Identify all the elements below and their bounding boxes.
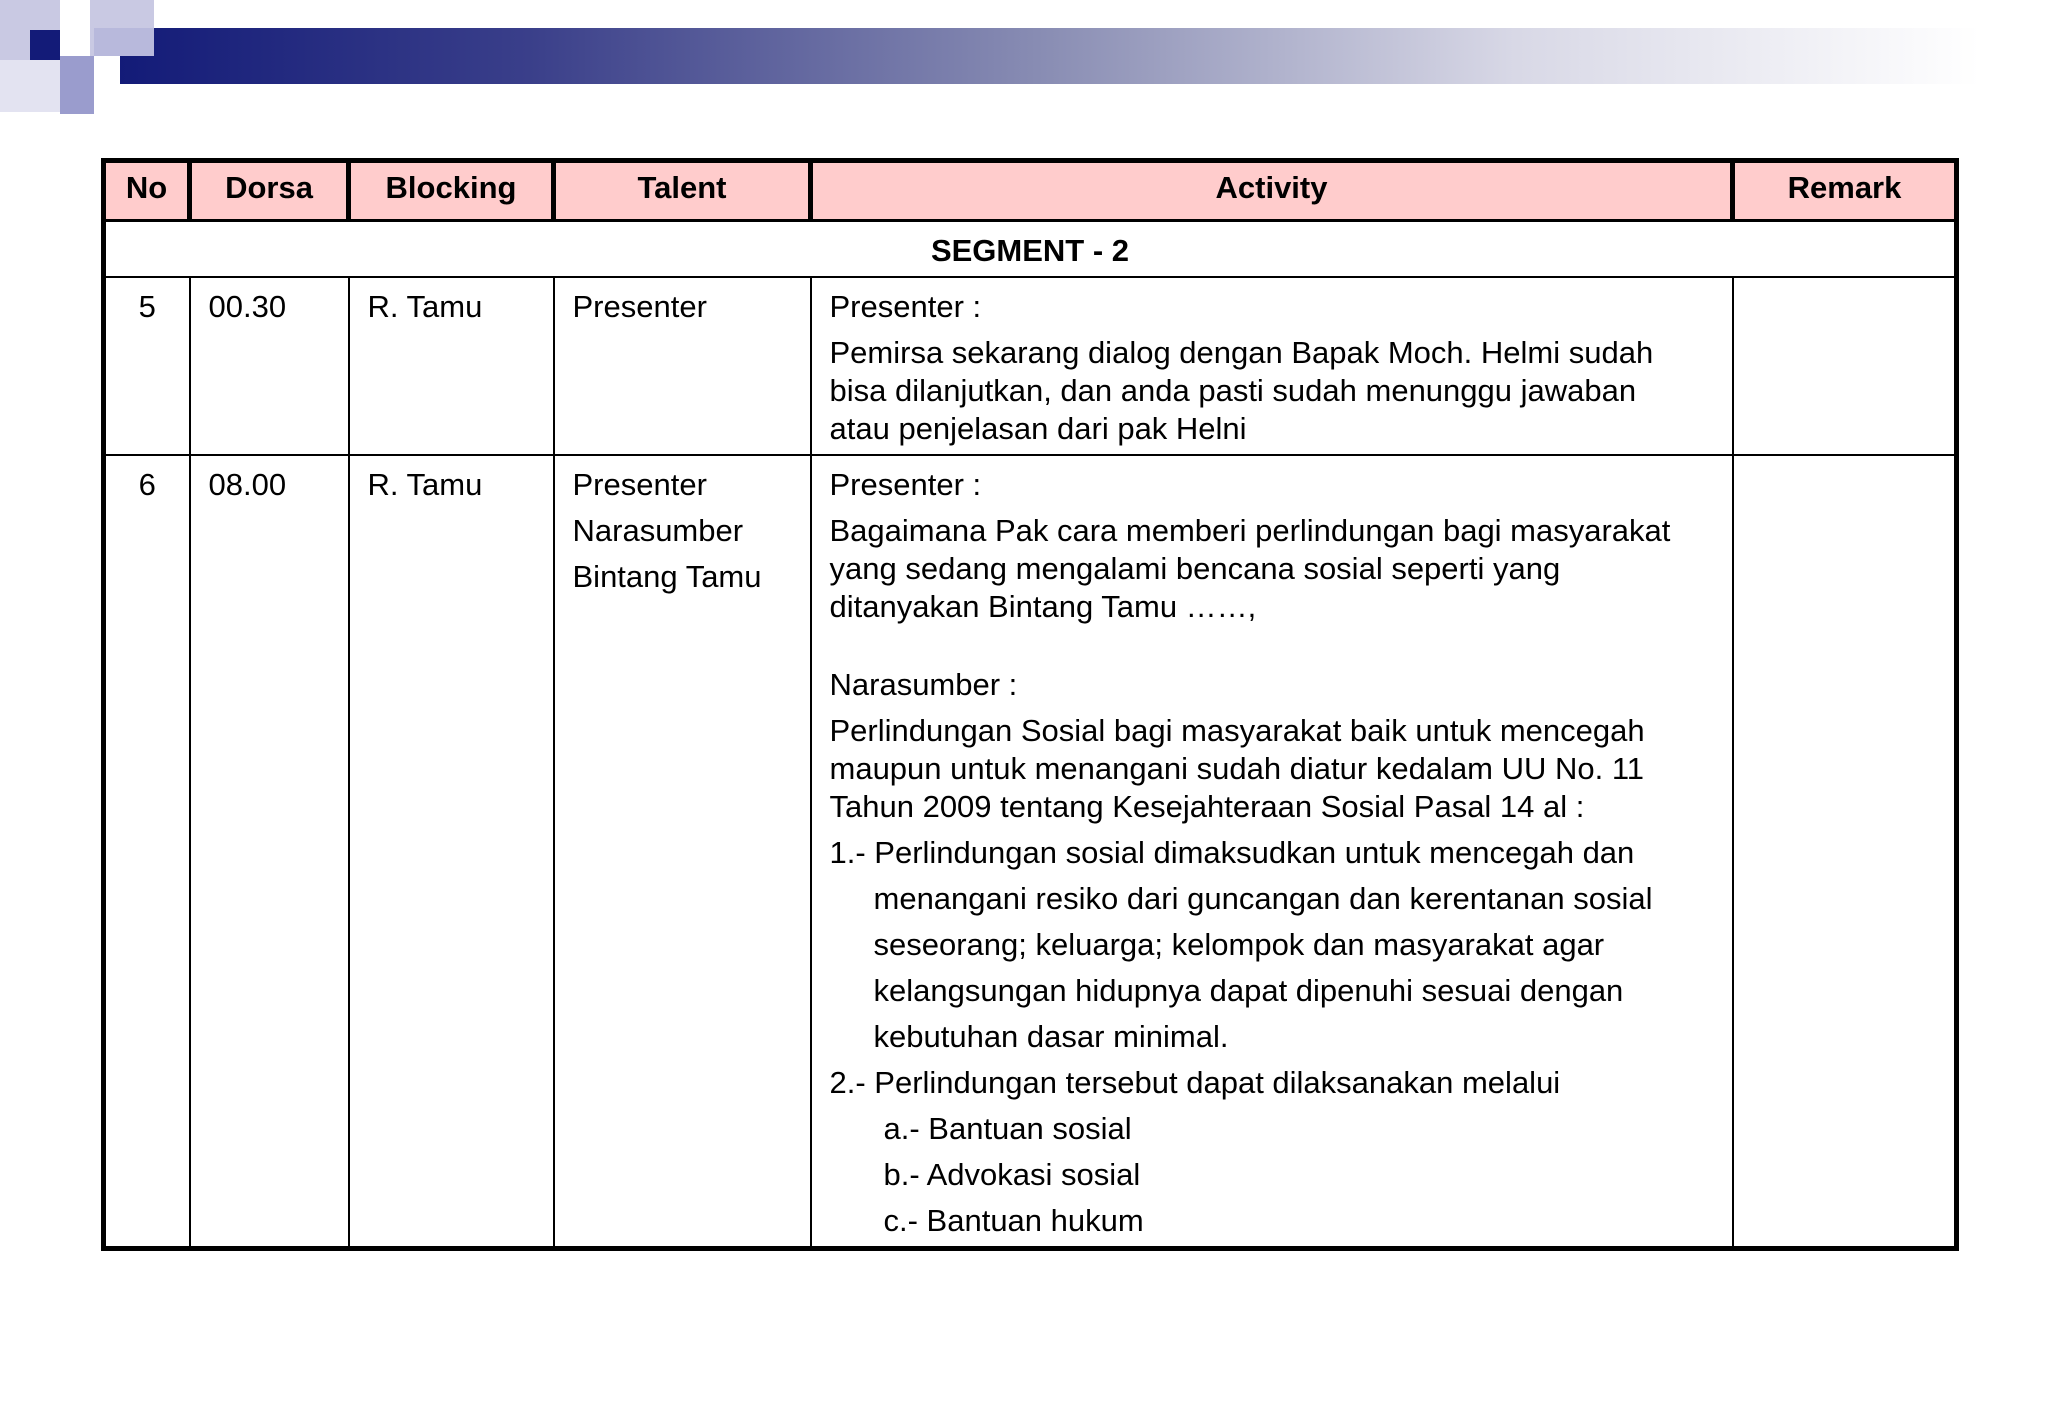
header-activity: Activity bbox=[811, 161, 1733, 221]
dialog-line: maupun untuk menangani sudah diatur kedalam UU No. 11 bbox=[829, 751, 1645, 786]
sub-list-item: b.- Advokasi sosial bbox=[883, 1157, 1141, 1192]
speaker-label: Presenter : bbox=[829, 289, 982, 324]
sub-list-item: c.- Bantuan hukum bbox=[883, 1203, 1144, 1238]
sub-list-item: a.- Bantuan sosial bbox=[883, 1111, 1132, 1146]
list-item: 1.- Perlindungan sosial dimaksudkan untuk mencegah dan bbox=[829, 835, 1635, 870]
cell-talent bbox=[554, 277, 811, 455]
dialog-line: bisa dilanjutkan, dan anda pasti sudah menunggu jawaban bbox=[829, 373, 1637, 408]
cell-remark bbox=[1733, 277, 1957, 455]
talent-name: Presenter bbox=[572, 467, 707, 502]
header-dorsa: Dorsa bbox=[190, 161, 349, 221]
dialog-line: yang sedang mengalami bencana sosial seperti yang bbox=[829, 551, 1561, 586]
decor-square bbox=[60, 56, 94, 84]
list-item-continuation: kebutuhan dasar minimal. bbox=[873, 1019, 1229, 1054]
header-remark: Remark bbox=[1733, 161, 1957, 221]
cell-remark bbox=[1733, 455, 1957, 1249]
header-blocking: Blocking bbox=[349, 161, 554, 221]
dialog-line: Pemirsa sekarang dialog dengan Bapak Moch. Helmi sudah bbox=[829, 335, 1654, 370]
decor-square-dark bbox=[30, 30, 60, 60]
dialog-line: Tahun 2009 tentang Kesejahteraan Sosial Pasal 14 al : bbox=[829, 789, 1585, 824]
segment-row bbox=[104, 221, 1957, 278]
cell-talent bbox=[554, 455, 811, 1249]
decor-square bbox=[94, 28, 154, 56]
list-item-continuation: menangani resiko dari guncangan dan kerentanan sosial bbox=[873, 881, 1653, 916]
cell-no: 6 bbox=[104, 455, 190, 1249]
cell-no: 5 bbox=[104, 277, 190, 455]
decor-square bbox=[0, 60, 60, 112]
decor-square bbox=[60, 84, 94, 114]
list-item-continuation: kelangsungan hidupnya dapat dipenuhi sesuai dengan bbox=[873, 973, 1624, 1008]
talent-name: Presenter bbox=[572, 289, 707, 324]
talent-name: Bintang Tamu bbox=[572, 559, 762, 594]
speaker-label: Presenter : bbox=[829, 467, 982, 502]
cell-dorsa: 08.00 bbox=[190, 455, 349, 1249]
speaker-label: Narasumber : bbox=[829, 667, 1018, 702]
table-row bbox=[104, 277, 1957, 455]
list-item: 2.- Perlindungan tersebut dapat dilaksanakan melalui bbox=[829, 1065, 1561, 1100]
segment-label: SEGMENT - 2 bbox=[104, 221, 1957, 278]
header-talent: Talent bbox=[554, 161, 811, 221]
cell-blocking: R. Tamu bbox=[349, 277, 554, 455]
header-no: No bbox=[104, 161, 190, 221]
rundown-table bbox=[101, 158, 1959, 1251]
talent-name: Narasumber bbox=[572, 513, 744, 548]
cell-activity bbox=[811, 277, 1733, 455]
dialog-line: ditanyakan Bintang Tamu ……, bbox=[829, 589, 1257, 624]
header-gradient-bar bbox=[120, 28, 1980, 84]
dialog-line: atau penjelasan dari pak Helni bbox=[829, 411, 1247, 446]
table-row bbox=[104, 455, 1957, 1249]
list-item-continuation: seseorang; keluarga; kelompok dan masyarakat agar bbox=[873, 927, 1605, 962]
table-header-row bbox=[104, 161, 1957, 221]
spacer bbox=[830, 626, 1714, 666]
cell-blocking: R. Tamu bbox=[349, 455, 554, 1249]
cell-dorsa: 00.30 bbox=[190, 277, 349, 455]
dialog-line: Perlindungan Sosial bagi masyarakat baik untuk mencegah bbox=[829, 713, 1645, 748]
dialog-line: Bagaimana Pak cara memberi perlindungan bagi masyarakat bbox=[829, 513, 1671, 548]
cell-activity bbox=[811, 455, 1733, 1249]
